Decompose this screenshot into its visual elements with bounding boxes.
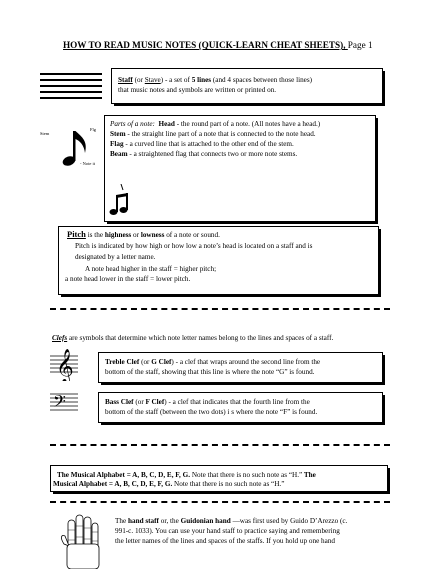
hand-staff-term: hand staff (127, 517, 159, 525)
pitch-rest: of a note or sound. (164, 231, 220, 239)
box-shadow-bass-side (383, 395, 385, 425)
g-clef-term: G Clef (151, 358, 172, 366)
note-beam-line (110, 149, 297, 159)
f-clef-term: F Clef (145, 398, 165, 406)
labeled-note-graphic (38, 125, 102, 171)
parts-heading: Parts of a note: (110, 120, 155, 128)
box-shadow-bass (101, 423, 385, 425)
alphabet-line-2 (53, 479, 284, 489)
staff-definition-box (111, 68, 383, 104)
box-shadow-note (107, 222, 378, 224)
head-definition: - the round part of a note. (All notes have a head.) (174, 120, 321, 128)
pitch-line-5: a note head lower in the staff = lower pitch. (65, 275, 191, 283)
stem-label: Stem (40, 131, 50, 136)
staff-or-open: (or (132, 76, 145, 84)
beamed-notes-icon (107, 184, 137, 218)
flag-term: Flag (110, 140, 124, 148)
box-shadow-alphabet-side (388, 468, 390, 494)
bass-text-1: - a clef that indicates that the fourth line from the (166, 398, 310, 406)
bass-or: (or (133, 398, 146, 406)
staff-or-close: ) (160, 76, 164, 84)
highness-term: highness (104, 231, 132, 239)
beam-definition: - a straightened flag that connects two or more note stems. (127, 150, 298, 158)
bass-clef-box (98, 392, 383, 423)
box-shadow-alphabet (53, 492, 390, 494)
note-head-label: - Note it (80, 161, 95, 166)
staff-line-1 (118, 75, 312, 85)
staff-line1-rest: (and 4 spaces between those lines) (211, 76, 313, 84)
staff-line-2: that music notes and symbols are written or printed on. (118, 86, 277, 94)
separator-3 (50, 501, 390, 503)
pitch-line-1 (67, 229, 220, 240)
bass-clef-staff-icon (50, 389, 78, 415)
flag-definition: - a curved line that is attached to the other end of the stem. (123, 140, 294, 148)
hand-line-3: the letter names of the lines and spaces of the staffs. If you hold up one hand (115, 537, 336, 545)
alphabet-note-1: Note that there is no such note as “H.” (190, 471, 303, 479)
staff-dash: - a set of (163, 76, 192, 84)
svg-text:𝄢: 𝄢 (53, 391, 66, 415)
box-shadow-treble-side (383, 355, 385, 385)
clefs-term: Clefs (52, 334, 68, 342)
lowness-term: lowness (140, 231, 165, 239)
box-shadow-treble (101, 383, 385, 385)
alphabet-term-2: Musical Alphabet = A, B, C, D, E, F, G. (53, 480, 173, 488)
bass-line-1 (105, 397, 310, 407)
treble-term: Treble Clef (105, 358, 140, 366)
musical-alphabet-box (50, 465, 388, 492)
stem-term: Stem (110, 130, 126, 138)
guidonian-hand-image (58, 512, 108, 569)
box-shadow-staff-side (383, 71, 385, 106)
guidonian-term: Guidonian hand (180, 517, 231, 525)
title-text: HOW TO READ MUSIC NOTES (QUICK-LEARN CHEAT SHEETS), (63, 40, 348, 50)
treble-text-1: - a clef that wraps around the second line from the (173, 358, 321, 366)
hand-line1-rest: —was first used by Guido D’Arezzo (c. (230, 517, 348, 525)
pitch-line-2: Pitch is indicated by how high or how low a note’s head is located on a staff and is (75, 242, 313, 250)
bass-line-2: bottom of the staff (between the two dots) i s where the note “F” is found. (105, 408, 318, 416)
treble-line-2: bottom of the staff, showing that this line is where the note “G” is found. (105, 368, 315, 376)
svg-text:𝄞: 𝄞 (56, 349, 74, 381)
staff-lines-graphic (40, 73, 102, 101)
page-number: Page 1 (347, 40, 373, 50)
beam-term: Beam (110, 150, 128, 158)
box-shadow-pitch-side (379, 229, 381, 297)
bass-close: ) (164, 398, 167, 406)
five-lines-term: 5 lines (191, 76, 212, 84)
flag-label: Flg (90, 127, 97, 132)
box-shadow-note-side (376, 118, 378, 224)
separator-1 (50, 308, 390, 310)
note-stem-line (110, 129, 316, 139)
pitch-box (58, 226, 379, 295)
treble-clef-box (98, 352, 383, 383)
bass-term: Bass Clef (105, 398, 134, 406)
treble-clef-staff-icon (50, 347, 78, 381)
alphabet-note-2: Note that there is no such note as “H.” (172, 480, 285, 488)
hand-line-1 (115, 516, 347, 526)
stave-term: Stave (144, 76, 161, 84)
treble-close: ) (171, 358, 174, 366)
note-head-line (110, 119, 320, 129)
alphabet-the: The (302, 471, 316, 479)
pitch-term: Pitch (67, 229, 86, 239)
head-term: Head (158, 120, 175, 128)
separator-2 (50, 444, 390, 446)
hand-the: The (115, 517, 128, 525)
box-shadow-staff (114, 104, 385, 106)
stem-definition: - the straight line part of a note that is connected to the note head. (125, 130, 316, 138)
pitch-line-3: designated by a letter name. (75, 253, 156, 261)
note-flag-line (110, 139, 294, 149)
alphabet-term-1: The Musical Alphabet = A, B, C, D, E, F, G. (57, 471, 191, 479)
hand-line-2: 991-c. 1033). You can use your hand staff to practice saying and remembering (115, 527, 340, 535)
treble-line-1 (105, 357, 320, 367)
clefs-intro (52, 333, 333, 343)
staff-term: Staff (118, 76, 133, 84)
pitch-or: or (131, 231, 141, 239)
box-shadow-pitch (61, 295, 381, 297)
note-parts-box (104, 115, 376, 222)
clefs-intro-text: are symbols that determine which note letter names belong to the lines and spaces of a staff. (67, 334, 334, 342)
pitch-is-the: is the (85, 231, 105, 239)
page-title (63, 40, 373, 50)
pitch-line-4: A note head higher in the staff = higher pitch; (85, 265, 217, 273)
treble-or: (or (139, 358, 152, 366)
hand-or-the: or, the (158, 517, 181, 525)
